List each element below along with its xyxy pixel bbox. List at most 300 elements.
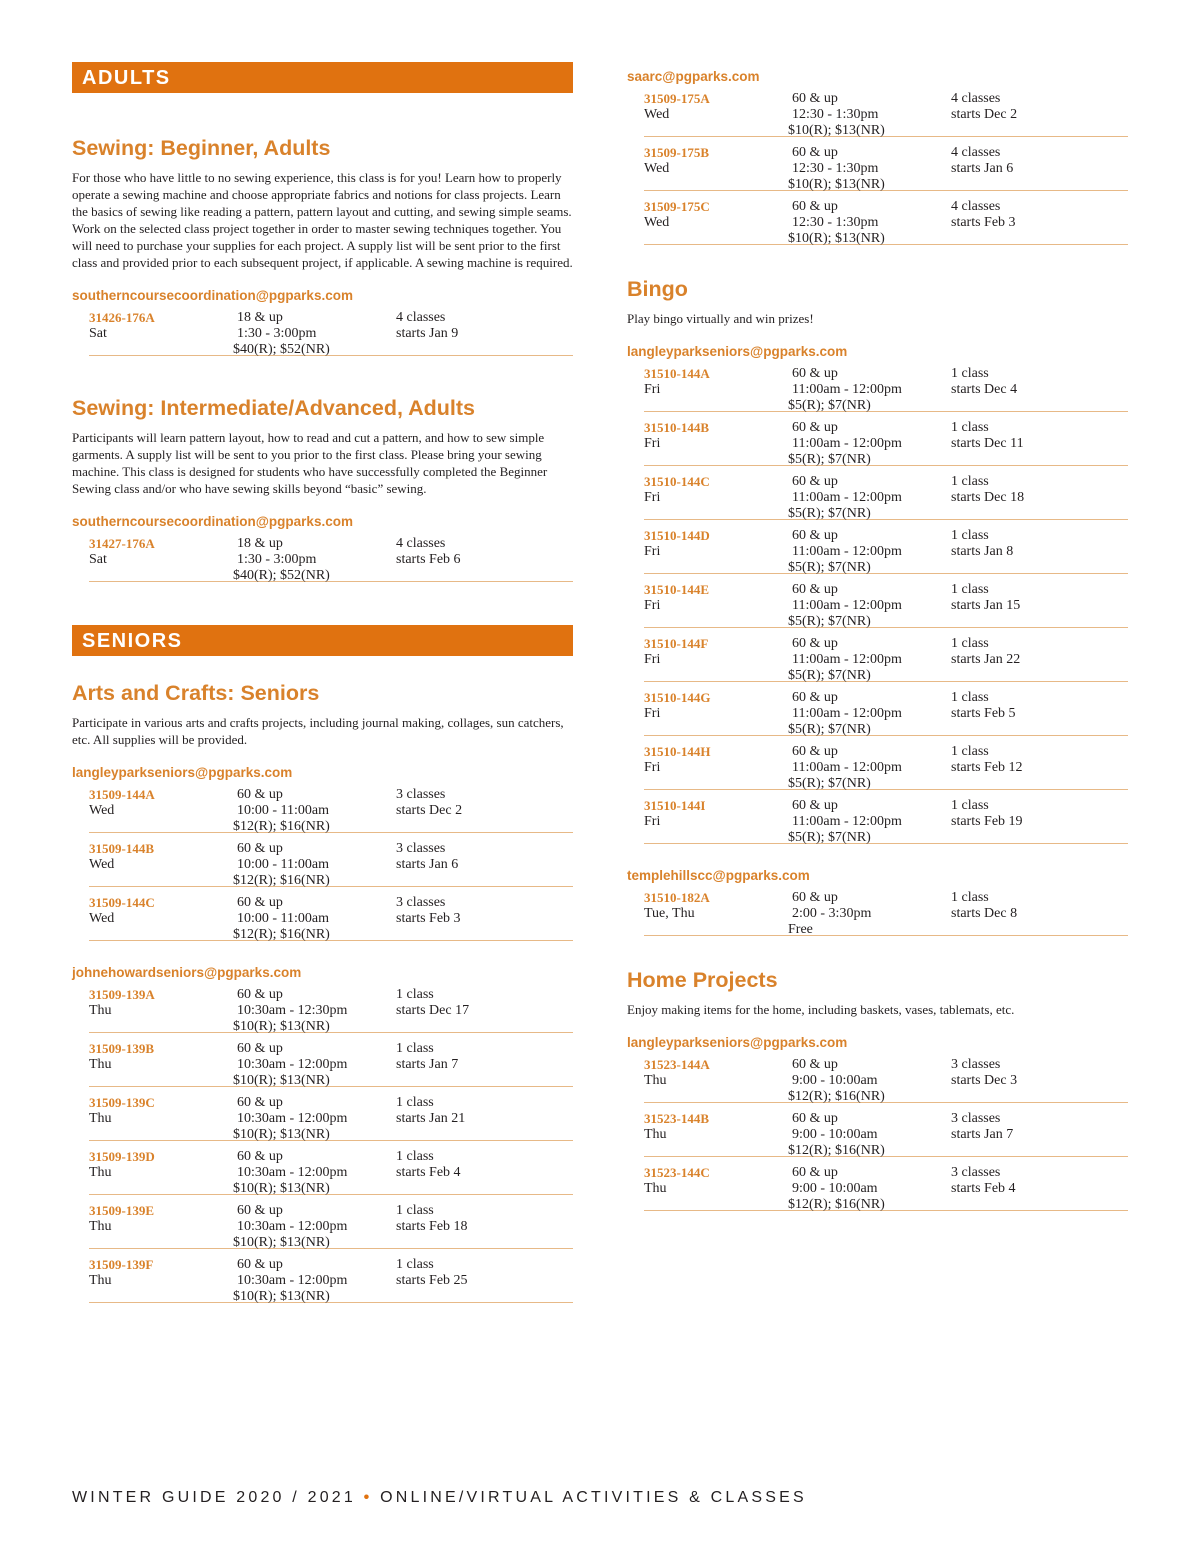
class-code-cell bbox=[644, 690, 784, 722]
class-time: 9:00 - 10:00am bbox=[792, 1127, 878, 1142]
class-count: 4 classes bbox=[951, 145, 1001, 160]
class-code-cell bbox=[644, 582, 784, 614]
class-schedule-cell bbox=[951, 582, 1121, 614]
class-start: starts Jan 6 bbox=[396, 857, 459, 872]
class-start: starts Jan 22 bbox=[951, 652, 1021, 667]
class-start: starts Feb 19 bbox=[951, 814, 1023, 829]
class-day: Fri bbox=[644, 490, 661, 505]
class-fee: $5(R); $7(NR) bbox=[788, 452, 871, 467]
class-age: 60 & up bbox=[792, 1111, 838, 1126]
class-count: 3 classes bbox=[951, 1057, 1001, 1072]
class-time: 10:00 - 11:00am bbox=[237, 911, 330, 926]
class-day: Fri bbox=[644, 760, 661, 775]
class-code-cell bbox=[644, 474, 784, 506]
class-start: starts Dec 3 bbox=[951, 1073, 1018, 1088]
class-details-cell bbox=[788, 690, 952, 738]
class-code[interactable]: 31510-144C bbox=[644, 474, 710, 489]
class-details-cell bbox=[788, 582, 952, 630]
class-details-cell bbox=[233, 536, 397, 584]
adults-banner: ADULTS bbox=[72, 62, 573, 93]
class-age: 60 & up bbox=[237, 1149, 283, 1164]
class-code-cell bbox=[644, 1111, 784, 1143]
class-code-cell bbox=[89, 987, 229, 1019]
class-fee: $40(R); $52(NR) bbox=[233, 342, 330, 357]
class-time: 10:00 - 11:00am bbox=[237, 803, 330, 818]
class-time: 2:00 - 3:30pm bbox=[792, 906, 872, 921]
class-code-cell bbox=[644, 528, 784, 560]
class-row bbox=[644, 88, 1128, 137]
class-code-cell bbox=[89, 1203, 229, 1235]
class-row bbox=[644, 633, 1128, 682]
class-start: starts Feb 5 bbox=[951, 706, 1016, 721]
class-fee: $12(R); $16(NR) bbox=[788, 1197, 885, 1212]
class-fee: $5(R); $7(NR) bbox=[788, 668, 871, 683]
class-fee: $10(R); $13(NR) bbox=[788, 123, 885, 138]
class-fee: $10(R); $13(NR) bbox=[233, 1235, 330, 1250]
class-count: 3 classes bbox=[396, 841, 446, 856]
contact-email[interactable]: langleyparkseniors@pgparks.com bbox=[627, 1035, 848, 1050]
class-time: 10:30am - 12:00pm bbox=[237, 1219, 348, 1234]
class-start: starts Dec 2 bbox=[951, 107, 1018, 122]
class-fee: $10(R); $13(NR) bbox=[233, 1289, 330, 1304]
class-code[interactable]: 31509-139E bbox=[89, 1203, 154, 1218]
course-description: Participants will learn pattern layout, how to read and cut a pattern, and how to sew simple garments. A supply list will be sent to you prior to the first class. Please bring your sewing machine. This class is designed for students who have successfully completed the Beginner Sewing class and/or who have sewing skills beyond “basic” sewing. bbox=[72, 430, 548, 496]
class-schedule-cell bbox=[951, 1165, 1121, 1197]
class-fee: $5(R); $7(NR) bbox=[788, 722, 871, 737]
class-code-cell bbox=[644, 91, 784, 123]
class-details-cell bbox=[788, 420, 952, 468]
class-code[interactable]: 31509-144B bbox=[89, 841, 154, 856]
class-code-cell bbox=[89, 536, 229, 568]
class-count: 1 class bbox=[951, 890, 989, 905]
class-row bbox=[644, 525, 1128, 574]
class-time: 12:30 - 1:30pm bbox=[792, 215, 879, 230]
class-details-cell bbox=[788, 366, 952, 414]
class-age: 18 & up bbox=[237, 310, 283, 325]
class-code[interactable]: 31509-139A bbox=[89, 987, 155, 1002]
class-start: starts Feb 25 bbox=[396, 1273, 468, 1288]
class-day: Wed bbox=[89, 803, 115, 818]
class-fee: $10(R); $13(NR) bbox=[233, 1181, 330, 1196]
class-count: 1 class bbox=[951, 528, 989, 543]
class-row bbox=[644, 142, 1128, 191]
class-code[interactable]: 31510-144B bbox=[644, 420, 709, 435]
class-time: 10:30am - 12:00pm bbox=[237, 1111, 348, 1126]
class-schedule-cell bbox=[951, 690, 1121, 722]
class-code[interactable]: 31523-144C bbox=[644, 1165, 710, 1180]
class-code-cell bbox=[89, 1149, 229, 1181]
class-time: 10:30am - 12:00pm bbox=[237, 1165, 348, 1180]
class-day: Thu bbox=[644, 1073, 667, 1088]
class-day: Fri bbox=[644, 598, 661, 613]
class-schedule-cell bbox=[951, 744, 1121, 776]
class-schedule-cell bbox=[951, 474, 1121, 506]
class-schedule-cell bbox=[951, 145, 1121, 177]
seniors-banner: SENIORS bbox=[72, 625, 573, 656]
class-fee: $10(R); $13(NR) bbox=[788, 177, 885, 192]
class-time: 12:30 - 1:30pm bbox=[792, 161, 879, 176]
class-time: 11:00am - 12:00pm bbox=[792, 544, 902, 559]
class-code[interactable]: 31510-144D bbox=[644, 528, 710, 543]
class-fee: $5(R); $7(NR) bbox=[788, 506, 871, 521]
class-time: 10:30am - 12:00pm bbox=[237, 1273, 348, 1288]
class-code[interactable]: 31509-175B bbox=[644, 145, 709, 160]
class-start: starts Feb 3 bbox=[396, 911, 461, 926]
class-code-cell bbox=[644, 798, 784, 830]
class-fee: Free bbox=[788, 922, 813, 937]
class-code[interactable]: 31509-139B bbox=[89, 1041, 154, 1056]
class-row bbox=[89, 784, 573, 833]
class-time: 9:00 - 10:00am bbox=[792, 1073, 878, 1088]
class-day: Wed bbox=[89, 857, 115, 872]
class-age: 60 & up bbox=[237, 987, 283, 1002]
class-count: 1 class bbox=[951, 582, 989, 597]
class-count: 1 class bbox=[396, 987, 434, 1002]
class-code-cell bbox=[89, 787, 229, 819]
class-fee: $5(R); $7(NR) bbox=[788, 776, 871, 791]
class-code-cell bbox=[644, 890, 784, 922]
footer-guide-title: WINTER GUIDE 2020 / 2021 bbox=[72, 1489, 356, 1506]
class-code[interactable]: 31509-144C bbox=[89, 895, 155, 910]
class-code[interactable]: 31427-176A bbox=[89, 536, 155, 551]
course-description: For those who have little to no sewing experience, this class is for you! Learn how to properly operate a sewing machine and choose appropriate fabrics and notions for class projects. Learn the basics of sewing like reading a pattern, pattern layout and cutting, and sewing simple seams. Work on the selected class project together in order to master sewing techniques together. You will need to purchase your supplies for each project. A supply list will be sent prior to the first class and provided prior to each subsequent project, if applicable. A sewing machine is required. bbox=[72, 170, 573, 270]
class-code[interactable]: 31510-144I bbox=[644, 798, 706, 813]
class-start: starts Feb 18 bbox=[396, 1219, 468, 1234]
class-age: 60 & up bbox=[237, 1095, 283, 1110]
class-age: 18 & up bbox=[237, 536, 283, 551]
class-count: 1 class bbox=[396, 1257, 434, 1272]
class-code[interactable]: 31509-175A bbox=[644, 91, 710, 106]
class-details-cell bbox=[233, 310, 397, 358]
class-age: 60 & up bbox=[237, 787, 283, 802]
class-schedule-cell bbox=[396, 1041, 566, 1073]
class-details-cell bbox=[788, 91, 952, 139]
class-start: starts Feb 12 bbox=[951, 760, 1023, 775]
class-time: 9:00 - 10:00am bbox=[792, 1181, 878, 1196]
class-code-cell bbox=[89, 1257, 229, 1289]
class-details-cell bbox=[233, 787, 397, 835]
class-row bbox=[89, 1254, 573, 1303]
class-details-cell bbox=[788, 145, 952, 193]
class-age: 60 & up bbox=[792, 798, 838, 813]
class-rows bbox=[89, 307, 573, 356]
class-schedule-cell bbox=[951, 636, 1121, 668]
class-count: 3 classes bbox=[396, 787, 446, 802]
class-day: Thu bbox=[89, 1003, 112, 1018]
class-age: 60 & up bbox=[237, 895, 283, 910]
class-time: 1:30 - 3:00pm bbox=[237, 552, 317, 567]
class-details-cell bbox=[233, 1203, 397, 1251]
class-count: 1 class bbox=[951, 366, 989, 381]
class-day: Fri bbox=[644, 652, 661, 667]
class-time: 1:30 - 3:00pm bbox=[237, 326, 317, 341]
class-row bbox=[89, 838, 573, 887]
class-start: starts Jan 21 bbox=[396, 1111, 466, 1126]
class-count: 1 class bbox=[396, 1203, 434, 1218]
class-schedule-cell bbox=[951, 420, 1121, 452]
class-fee: $12(R); $16(NR) bbox=[233, 873, 330, 888]
class-schedule-cell bbox=[951, 199, 1121, 231]
class-start: starts Dec 11 bbox=[951, 436, 1024, 451]
class-age: 60 & up bbox=[792, 1057, 838, 1072]
class-day: Wed bbox=[644, 161, 670, 176]
class-row bbox=[89, 1092, 573, 1141]
class-count: 1 class bbox=[951, 474, 989, 489]
class-code-cell bbox=[644, 1165, 784, 1197]
class-time: 10:30am - 12:30pm bbox=[237, 1003, 348, 1018]
course-description: Participate in various arts and crafts projects, including journal making, collages, sun catchers, etc. All supplies will be provided. bbox=[72, 715, 564, 747]
class-code-cell bbox=[644, 636, 784, 668]
class-row bbox=[644, 1162, 1128, 1211]
class-details-cell bbox=[233, 1041, 397, 1089]
class-code[interactable]: 31510-144E bbox=[644, 582, 709, 597]
class-start: starts Dec 8 bbox=[951, 906, 1018, 921]
sewing-beginner-section bbox=[72, 135, 573, 356]
class-row bbox=[644, 687, 1128, 736]
class-time: 11:00am - 12:00pm bbox=[792, 490, 902, 505]
class-fee: $12(R); $16(NR) bbox=[788, 1089, 885, 1104]
class-schedule-cell bbox=[951, 890, 1121, 922]
contact-email[interactable]: langleyparkseniors@pgparks.com bbox=[627, 344, 848, 359]
class-time: 11:00am - 12:00pm bbox=[792, 706, 902, 721]
class-age: 60 & up bbox=[237, 1203, 283, 1218]
class-day: Thu bbox=[89, 1057, 112, 1072]
class-details-cell bbox=[788, 744, 952, 792]
class-start: starts Feb 6 bbox=[396, 552, 461, 567]
class-count: 3 classes bbox=[951, 1111, 1001, 1126]
class-details-cell bbox=[233, 1095, 397, 1143]
class-day: Fri bbox=[644, 814, 661, 829]
class-details-cell bbox=[788, 798, 952, 846]
class-start: starts Jan 7 bbox=[396, 1057, 459, 1072]
class-day: Sat bbox=[89, 552, 107, 567]
class-row bbox=[644, 196, 1128, 245]
class-start: starts Dec 17 bbox=[396, 1003, 470, 1018]
contact-email[interactable]: langleyparkseniors@pgparks.com bbox=[72, 765, 293, 780]
class-details-cell bbox=[788, 528, 952, 576]
class-age: 60 & up bbox=[792, 474, 838, 489]
class-day: Sat bbox=[89, 326, 107, 341]
class-row bbox=[644, 417, 1128, 466]
class-schedule-cell bbox=[951, 528, 1121, 560]
class-time: 10:00 - 11:00am bbox=[237, 857, 330, 872]
class-day: Thu bbox=[89, 1219, 112, 1234]
contact-email[interactable]: southerncoursecoordination@pgparks.com bbox=[72, 288, 353, 303]
class-code[interactable]: 31426-176A bbox=[89, 310, 155, 325]
class-age: 60 & up bbox=[237, 1257, 283, 1272]
class-age: 60 & up bbox=[792, 528, 838, 543]
class-details-cell bbox=[788, 890, 952, 938]
class-row bbox=[644, 363, 1128, 412]
class-row bbox=[644, 741, 1128, 790]
class-schedule-cell bbox=[396, 1203, 566, 1235]
class-schedule-cell bbox=[951, 1111, 1121, 1143]
class-start: starts Feb 4 bbox=[951, 1181, 1016, 1196]
contact-email[interactable]: johnehowardseniors@pgparks.com bbox=[72, 965, 302, 980]
home-projects-section bbox=[627, 967, 1128, 1211]
class-count: 1 class bbox=[951, 744, 989, 759]
class-count: 1 class bbox=[951, 690, 989, 705]
class-fee: $5(R); $7(NR) bbox=[788, 614, 871, 629]
left-column bbox=[72, 62, 573, 1308]
class-code-cell bbox=[644, 420, 784, 452]
class-schedule-cell bbox=[396, 787, 566, 819]
class-row bbox=[89, 307, 573, 356]
class-code[interactable]: 31510-144F bbox=[644, 636, 709, 651]
class-fee: $5(R); $7(NR) bbox=[788, 830, 871, 845]
class-count: 4 classes bbox=[396, 310, 446, 325]
class-count: 4 classes bbox=[396, 536, 446, 551]
class-details-cell bbox=[788, 199, 952, 247]
contact-email[interactable]: saarc@pgparks.com bbox=[627, 69, 760, 84]
class-code-cell bbox=[89, 895, 229, 927]
class-start: starts Jan 9 bbox=[396, 326, 459, 341]
class-code[interactable]: 31510-144H bbox=[644, 744, 711, 759]
class-age: 60 & up bbox=[237, 841, 283, 856]
class-count: 1 class bbox=[951, 636, 989, 651]
class-code-cell bbox=[89, 1095, 229, 1127]
class-day: Fri bbox=[644, 436, 661, 451]
class-fee: $10(R); $13(NR) bbox=[233, 1127, 330, 1142]
class-row bbox=[89, 984, 573, 1033]
class-rows bbox=[89, 533, 573, 582]
class-count: 1 class bbox=[951, 798, 989, 813]
class-age: 60 & up bbox=[792, 145, 838, 160]
class-time: 11:00am - 12:00pm bbox=[792, 814, 902, 829]
class-details-cell bbox=[788, 1111, 952, 1159]
class-age: 60 & up bbox=[792, 582, 838, 597]
class-row bbox=[644, 795, 1128, 844]
class-time: 11:00am - 12:00pm bbox=[792, 382, 902, 397]
class-age: 60 & up bbox=[792, 890, 838, 905]
class-schedule-cell bbox=[951, 366, 1121, 398]
class-rows bbox=[89, 784, 573, 941]
class-fee: $40(R); $52(NR) bbox=[233, 568, 330, 583]
class-count: 1 class bbox=[396, 1149, 434, 1164]
class-code[interactable]: 31509-175C bbox=[644, 199, 710, 214]
class-day: Thu bbox=[89, 1165, 112, 1180]
right-column bbox=[627, 68, 1128, 1216]
course-title: Sewing: Intermediate/Advanced, Adults bbox=[72, 396, 475, 420]
class-schedule-cell bbox=[396, 895, 566, 927]
class-start: starts Dec 4 bbox=[951, 382, 1018, 397]
class-day: Tue, Thu bbox=[644, 906, 695, 921]
class-fee: $10(R); $13(NR) bbox=[788, 231, 885, 246]
class-code[interactable]: 31510-144G bbox=[644, 690, 711, 705]
bingo-section bbox=[627, 276, 1128, 936]
class-start: starts Jan 7 bbox=[951, 1127, 1014, 1142]
class-code[interactable]: 31523-144B bbox=[644, 1111, 709, 1126]
class-age: 60 & up bbox=[792, 690, 838, 705]
class-start: starts Jan 6 bbox=[951, 161, 1014, 176]
class-time: 11:00am - 12:00pm bbox=[792, 652, 902, 667]
class-day: Fri bbox=[644, 544, 661, 559]
class-row bbox=[89, 892, 573, 941]
class-fee: $12(R); $16(NR) bbox=[233, 927, 330, 942]
class-age: 60 & up bbox=[792, 636, 838, 651]
class-start: starts Jan 15 bbox=[951, 598, 1021, 613]
footer-separator: • bbox=[363, 1489, 373, 1506]
class-schedule-cell bbox=[396, 987, 566, 1019]
class-rows bbox=[644, 887, 1128, 936]
class-code[interactable]: 31509-139D bbox=[89, 1149, 155, 1164]
page-footer bbox=[72, 1489, 807, 1507]
footer-section-title: ONLINE/VIRTUAL ACTIVITIES & CLASSES bbox=[380, 1489, 807, 1506]
class-code-cell bbox=[89, 1041, 229, 1073]
arts-crafts-section bbox=[72, 680, 573, 1303]
class-start: starts Feb 3 bbox=[951, 215, 1016, 230]
class-row bbox=[89, 1200, 573, 1249]
class-day: Thu bbox=[89, 1273, 112, 1288]
class-details-cell bbox=[233, 841, 397, 889]
class-code-cell bbox=[644, 145, 784, 177]
class-code[interactable]: 31510-144A bbox=[644, 366, 710, 381]
class-day: Wed bbox=[644, 215, 670, 230]
class-details-cell bbox=[788, 474, 952, 522]
contact-email[interactable]: southerncoursecoordination@pgparks.com bbox=[72, 514, 353, 529]
class-count: 3 classes bbox=[951, 1165, 1001, 1180]
class-row bbox=[89, 1146, 573, 1195]
class-details-cell bbox=[233, 895, 397, 943]
class-rows bbox=[644, 363, 1128, 844]
class-time: 11:00am - 12:00pm bbox=[792, 598, 902, 613]
class-day: Wed bbox=[89, 911, 115, 926]
class-time: 12:30 - 1:30pm bbox=[792, 107, 879, 122]
class-details-cell bbox=[233, 1257, 397, 1305]
class-row bbox=[644, 1054, 1128, 1103]
class-fee: $5(R); $7(NR) bbox=[788, 560, 871, 575]
course-title: Bingo bbox=[627, 277, 688, 301]
class-row bbox=[644, 1108, 1128, 1157]
course-description: Play bingo virtually and win prizes! bbox=[627, 311, 814, 326]
class-details-cell bbox=[788, 1057, 952, 1105]
class-code-cell bbox=[644, 366, 784, 398]
class-code[interactable]: 31509-144A bbox=[89, 787, 155, 802]
sewing-intermediate-section bbox=[72, 395, 573, 582]
class-code[interactable]: 31510-182A bbox=[644, 890, 710, 905]
class-age: 60 & up bbox=[237, 1041, 283, 1056]
class-details-cell bbox=[788, 1165, 952, 1213]
class-code[interactable]: 31509-139F bbox=[89, 1257, 154, 1272]
class-count: 1 class bbox=[396, 1095, 434, 1110]
class-code[interactable]: 31523-144A bbox=[644, 1057, 710, 1072]
class-schedule-cell bbox=[396, 1095, 566, 1127]
class-rows bbox=[89, 984, 573, 1303]
class-code-cell bbox=[89, 310, 229, 342]
class-row bbox=[644, 579, 1128, 628]
class-age: 60 & up bbox=[792, 420, 838, 435]
class-day: Fri bbox=[644, 706, 661, 721]
class-age: 60 & up bbox=[792, 366, 838, 381]
class-schedule-cell bbox=[951, 798, 1121, 830]
class-details-cell bbox=[788, 636, 952, 684]
class-age: 60 & up bbox=[792, 744, 838, 759]
class-day: Wed bbox=[644, 107, 670, 122]
class-count: 4 classes bbox=[951, 91, 1001, 106]
class-schedule-cell bbox=[396, 1257, 566, 1289]
class-row bbox=[89, 533, 573, 582]
class-count: 1 class bbox=[951, 420, 989, 435]
contact-email[interactable]: templehillscc@pgparks.com bbox=[627, 868, 810, 883]
class-rows bbox=[644, 88, 1128, 245]
class-fee: $10(R); $13(NR) bbox=[233, 1019, 330, 1034]
class-code-cell bbox=[89, 841, 229, 873]
class-fee: $12(R); $16(NR) bbox=[788, 1143, 885, 1158]
class-count: 1 class bbox=[396, 1041, 434, 1056]
class-details-cell bbox=[233, 987, 397, 1035]
class-count: 3 classes bbox=[396, 895, 446, 910]
class-code[interactable]: 31509-139C bbox=[89, 1095, 155, 1110]
